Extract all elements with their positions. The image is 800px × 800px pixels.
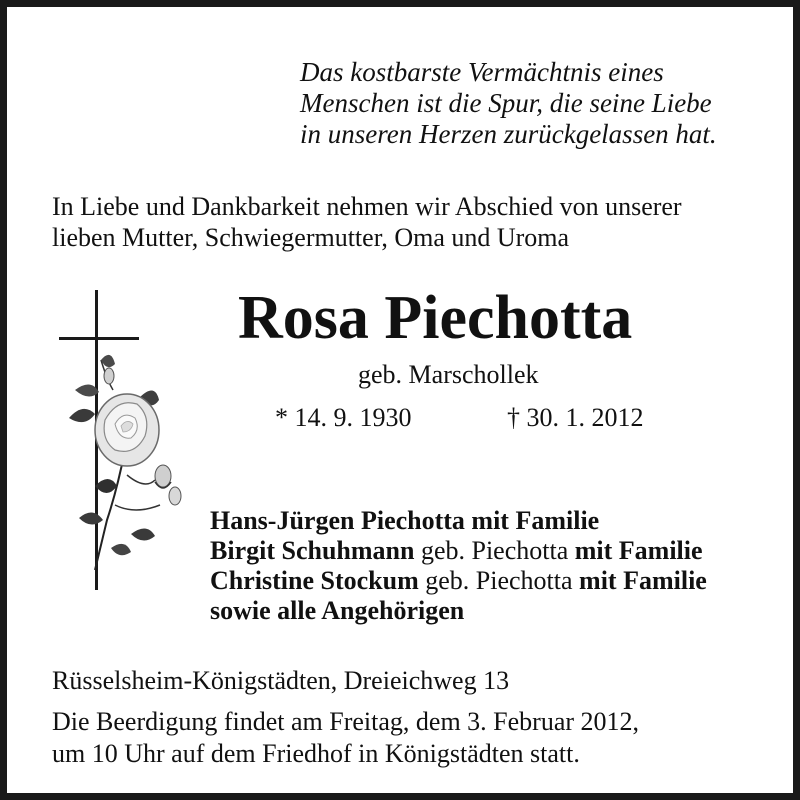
death-date: † 30. 1. 2012 bbox=[507, 403, 644, 432]
mourner-geb: geb. Piechotta bbox=[414, 536, 575, 565]
quote-line: Menschen ist die Spur, die seine Liebe bbox=[300, 88, 712, 118]
mourner-name: sowie alle Angehörigen bbox=[210, 596, 465, 625]
mourner-line bbox=[210, 596, 790, 626]
mourner-line bbox=[210, 506, 790, 536]
funeral-line: um 10 Uhr auf dem Friedhof in Königstädten statt. bbox=[52, 739, 580, 768]
mourner-line bbox=[210, 566, 790, 596]
quote-line: Das kostbarste Vermächtnis eines bbox=[300, 57, 664, 87]
deceased-name: Rosa Piechotta bbox=[238, 284, 633, 352]
funeral-info bbox=[52, 706, 639, 770]
mourner-suffix: mit Familie bbox=[579, 566, 707, 595]
maiden-name: geb. Marschollek bbox=[358, 360, 539, 389]
funeral-line: Die Beerdigung findet am Freitag, dem 3. Februar 2012, bbox=[52, 707, 640, 736]
mourners-list bbox=[210, 506, 790, 626]
mourner-geb: geb. Piechotta bbox=[418, 566, 580, 595]
intro-text bbox=[52, 191, 792, 253]
quote-line: in unseren Herzen zurückgelassen hat. bbox=[300, 119, 717, 149]
mourner-suffix: mit Familie bbox=[464, 506, 600, 535]
mourner-name: Christine Stockum bbox=[210, 566, 419, 595]
memorial-quote bbox=[300, 57, 770, 150]
mourner-name: Birgit Schuhmann bbox=[210, 536, 415, 565]
intro-line: In Liebe und Dankbarkeit nehmen wir Abschied von unserer bbox=[52, 192, 682, 221]
birth-date: * 14. 9. 1930 bbox=[275, 403, 412, 432]
family-address: Rüsselsheim-Königstädten, Dreieichweg 13 bbox=[52, 666, 510, 695]
cross-with-rose-icon bbox=[55, 290, 185, 590]
intro-line: lieben Mutter, Schwiegermutter, Oma und Uroma bbox=[52, 223, 570, 252]
mourner-line bbox=[210, 536, 790, 566]
mourner-name: Hans-Jürgen Piechotta bbox=[210, 506, 465, 535]
mourner-suffix: mit Familie bbox=[574, 536, 703, 565]
